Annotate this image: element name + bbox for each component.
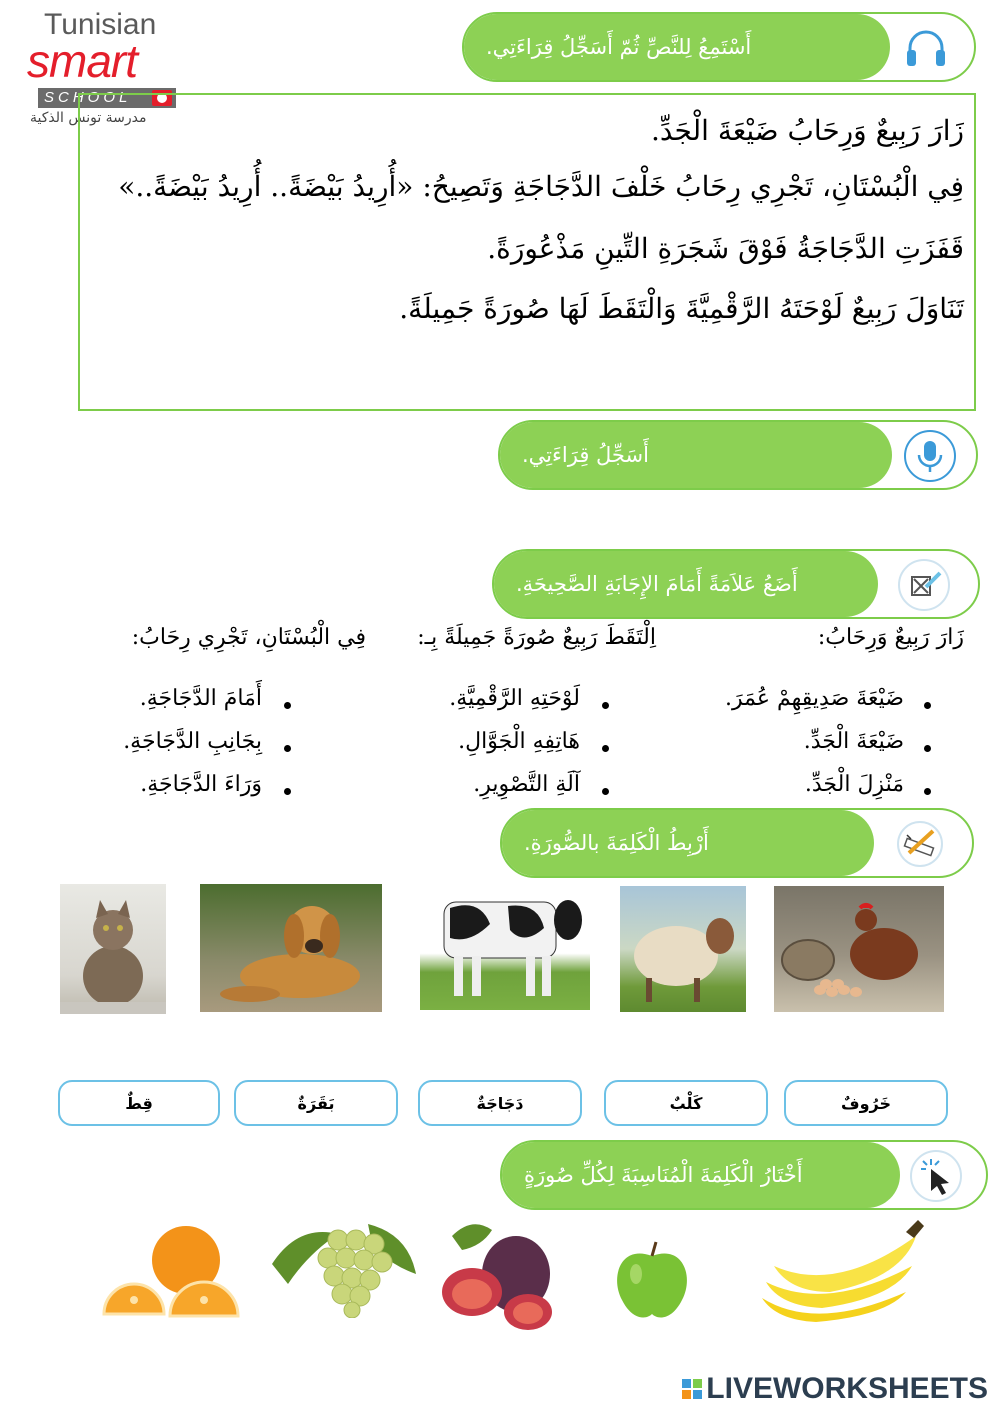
sheep-photo [620, 886, 746, 1012]
instruction-bar-match [500, 808, 974, 878]
bullet-q1-b [924, 745, 931, 752]
instruction-bar-record [498, 420, 978, 490]
instruction-bar-listen [462, 12, 976, 82]
q3-option-c[interactable]: وَرَاءَ الدَّجَاجَةِ. [140, 772, 262, 797]
bullet-q1-a [924, 702, 931, 709]
passage-line-2: فِي الْبُسْتَانِ، تَجْرِي رِحَابُ خَلْفَ الدَّجَاجَةِ وَتَصِيحُ: «أُرِيدُ بَيْضَةً.. أُرِيدُ بَيْضَةً..» [118, 170, 964, 203]
q1-option-c[interactable]: مَنْزِلَ الْجَدِّ. [804, 772, 904, 797]
q2-option-b[interactable]: هَاتِفِهِ الْجَوَّالِ. [458, 729, 580, 754]
bullet-q2-c [602, 788, 609, 795]
word-box-hen[interactable]: دَجَاجَةٌ [418, 1080, 582, 1126]
question-3-prompt: فِي الْبُسْتَانِ، تَجْرِي رِحَابُ: [131, 625, 366, 650]
word-box-sheep[interactable]: خَرُوفٌ [784, 1080, 948, 1126]
word-box-cat[interactable]: قِطٌ [58, 1080, 220, 1126]
logo-line3: SCHOOL [38, 88, 176, 108]
bullet-q3-b [284, 745, 291, 752]
instruction-text: أَضَعُ عَلاَمَةً أَمَامَ الإِجَابَةِ الصَّحِيحَةِ. [494, 551, 878, 617]
bullet-q3-a [284, 702, 291, 709]
instruction-text: أَخْتَارُ الْكَلِمَةَ الْمُنَاسِبَةَ لِكُلِّ صُورَةٍ [502, 1142, 900, 1208]
figs-photo [432, 1216, 558, 1334]
instruction-bar-choose [500, 1140, 988, 1210]
instruction-text: أَرْبِطُ الْكَلِمَةَ بالصُّورَةِ. [502, 810, 874, 876]
passage-line-1: زَارَ رَبِيعٌ وَرِحَابُ ضَيْعَةَ الْجَدِّ. [650, 114, 964, 147]
pencil-ruler-icon [894, 818, 946, 870]
bullet-q2-b [602, 745, 609, 752]
bananas-photo [756, 1212, 926, 1330]
cursor-click-icon [910, 1150, 962, 1202]
word-box-dog[interactable]: كَلْبٌ [604, 1080, 768, 1126]
passage-line-3: قَفَزَتِ الدَّجَاجَةُ فَوْقَ شَجَرَةِ التِّينِ مَذْعُورَةً. [487, 232, 964, 265]
word-box-cow[interactable]: بَقَرَةٌ [234, 1080, 398, 1126]
orange-photo [100, 1222, 244, 1322]
reading-passage [78, 93, 976, 411]
liveworksheets-logo [682, 1372, 988, 1406]
hen-photo [774, 886, 944, 1012]
cat-photo [60, 884, 166, 1014]
liveworksheets-grid-icon [682, 1379, 702, 1399]
question-1-prompt: زَارَ رَبِيعٌ وَرِحَابُ: [817, 625, 964, 650]
logo-arabic: مدرسة تونس الذكية [30, 110, 147, 126]
instruction-text: أَسْتَمِعُ لِلنَّصِّ ثُمّ أَسَجِّلُ قِرَاءَتِي. [464, 14, 890, 80]
q1-option-a[interactable]: ضَيْعَةَ صَدِيقِهِمْ عُمَرَ. [725, 686, 904, 711]
microphone-icon[interactable] [904, 430, 956, 482]
q3-option-b[interactable]: بِجَانِبِ الدَّجَاجَةِ. [123, 729, 262, 754]
footer-brand: LIVEWORKSHEETS [706, 1372, 988, 1405]
checkbox-pen-icon [898, 559, 950, 611]
q2-option-a[interactable]: لَوْحَتِهِ الرَّقْمِيَّةِ. [449, 686, 580, 711]
instruction-bar-check [492, 549, 980, 619]
cow-photo [420, 884, 590, 1010]
bullet-q2-a [602, 702, 609, 709]
passage-line-4: تَنَاوَلَ رَبِيعٌ لَوْحَتَهُ الرَّقْمِيَّةَ وَالْتَقَطَ لَهَا صُورَةً جَمِيلَةً. [399, 292, 964, 325]
q2-option-c[interactable]: آلَةِ التَّصْوِيرِ. [473, 772, 580, 797]
q3-option-a[interactable]: أَمَامَ الدَّجَاجَةِ. [139, 686, 262, 711]
apple-photo [610, 1238, 694, 1324]
bullet-q3-c [284, 788, 291, 795]
grapes-photo [268, 1214, 420, 1318]
logo-line1: Tunisian [44, 8, 157, 41]
question-2-prompt: اِلْتَقَطَ رَبِيعٌ صُورَةً جَمِيلَةً بِـ: [417, 625, 656, 650]
logo-line2: smart [27, 35, 137, 87]
instruction-text: أَسَجِّلُ قِرَاءَتِي. [500, 422, 892, 488]
headphones-icon[interactable] [900, 22, 952, 74]
q1-option-b[interactable]: ضَيْعَةَ الْجَدِّ. [803, 729, 904, 754]
bullet-q1-c [924, 788, 931, 795]
dog-photo [200, 884, 382, 1012]
